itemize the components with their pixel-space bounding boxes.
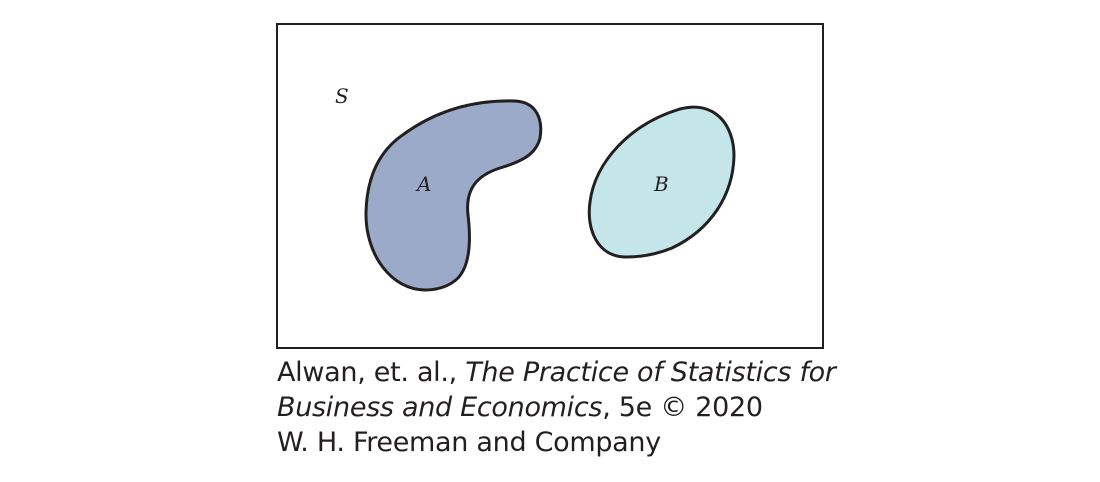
caption-publisher: W. H. Freeman and Company [277,427,661,458]
caption-edition: , 5e © 2020 [602,392,763,423]
caption-title-part1: The Practice of Statistics for [465,357,836,388]
caption-line-2 [277,390,977,425]
figure-caption [277,355,977,460]
caption-line-1 [277,355,977,390]
sample-space-label: S [335,84,349,108]
event-a-label: A [417,172,432,196]
event-b-label: B [654,172,669,196]
caption-authors: Alwan, et. al., [277,357,466,388]
caption-title-part2: Business and Economics [277,392,603,423]
sample-space-box [277,24,823,348]
